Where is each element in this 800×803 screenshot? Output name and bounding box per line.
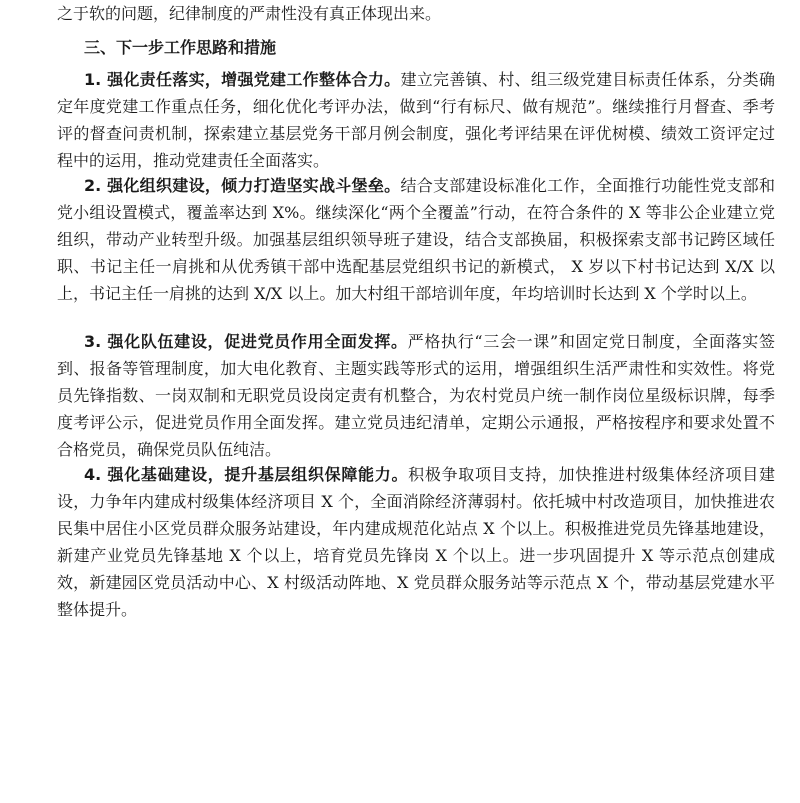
intro-line: 之于软的问题，纪律制度的严肃性没有真正体现出来。	[57, 4, 442, 23]
paragraph-body: 积极争取项目支持，加快推进村级集体经济项目建设，力争年内建成村级集体经济项目 X 个，全面消除经济薄弱村。依托城中村改造项目，加快推进农民集中居住小区党员群众服务站建设，年内建成规范化站点 X 个以上。积极推进党员先锋基地建设，新建产业党员先锋基地 X 个以上，培育党员先锋岗 X 个以上。进一步巩固提升 X 等示范点创建成效，新建园区党员活动中心、X 村级活动阵地、X 党员群众服务站等示范点 X 个，带动基层党建水平整体提升。	[57, 465, 775, 619]
section-heading: 三、下一步工作思路和措施	[84, 38, 277, 57]
paragraph-body: 严格执行“三会一课”和固定党日制度，全面落实签到、报备等管理制度，加大电化教育、主题实践等形式的运用，增强组织生活严肃性和实效性。将党员先锋指数、一岗双制和无职党员设岗定责有机整合，为农村党员户统一制作岗位星级标识牌，每季度考评公示，促进党员作用全面发挥。建立党员违纪清单，定期公示通报，严格按程序和要求处置不合格党员，确保党员队伍纯洁。	[57, 332, 775, 459]
paragraph-4	[57, 461, 775, 623]
paragraph-1	[57, 66, 775, 174]
paragraph-lead: 4. 强化基础建设，提升基层组织保障能力。	[84, 465, 409, 484]
paragraph-lead: 1. 强化责任落实，增强党建工作整体合力。	[84, 70, 401, 89]
paragraph-lead: 2. 强化组织建设，倾力打造坚实战斗堡垒。	[84, 176, 401, 195]
paragraph-2	[57, 172, 775, 307]
paragraph-body: 结合支部建设标准化工作，全面推行功能性党支部和党小组设置模式，覆盖率达到 X%。继续深化“两个全覆盖”行动，在符合条件的 X 等非公企业建立党组织，带动产业转型升级。加强基层组织领导班子建设，结合支部换届，积极探索支部书记跨区域任职、书记主任一肩挑和从优秀镇干部中选配基层党组织书记的新模式， X 岁以下村书记达到 X/X 以上，书记主任一肩挑的达到 X/X 以上。加大村组干部培训年度，年均培训时长达到 X 个学时以上。	[57, 176, 775, 303]
paragraph-3	[57, 328, 775, 463]
paragraph-lead: 3. 强化队伍建设，促进党员作用全面发挥。	[84, 332, 408, 351]
paragraph-body: 建立完善镇、村、组三级党建目标责任体系，分类确定年度党建工作重点任务，细化优化考评办法，做到“行有标尺、做有规范”。继续推行月督查、季考评的督查问责机制，探索建立基层党务干部月例会制度，强化考评结果在评优树模、绩效工资评定过程中的运用，推动党建责任全面落实。	[57, 70, 775, 170]
